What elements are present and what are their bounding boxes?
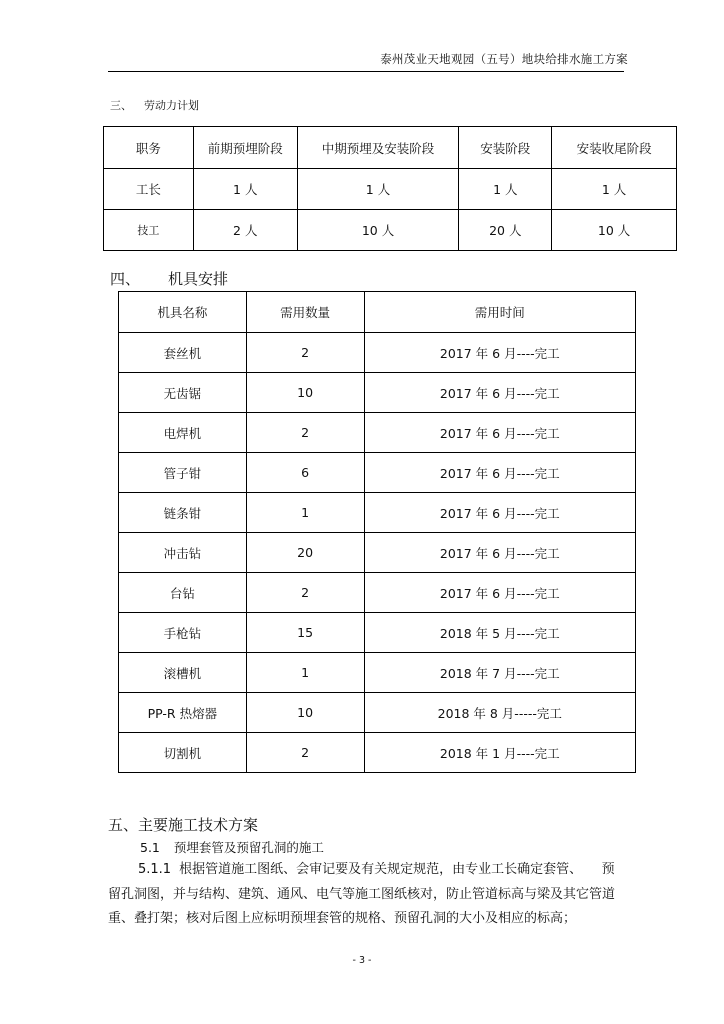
column-header: 安装收尾阶段 xyxy=(552,127,677,169)
column-header: 中期预埋及安装阶段 xyxy=(297,127,459,169)
time-cell: 2018 年 5 月----完工 xyxy=(364,613,635,653)
equipment-name-cell: 台钻 xyxy=(119,573,247,613)
equipment-name-cell: 套丝机 xyxy=(119,333,247,373)
section-4-title: 机具安排 xyxy=(168,270,229,288)
quantity-cell: 2 xyxy=(246,333,364,373)
equipment-name-cell: 管子钳 xyxy=(119,453,247,493)
quantity-cell: 6 xyxy=(246,453,364,493)
time-cell: 2017 年 6 月----完工 xyxy=(364,573,635,613)
paragraph-number: 5.1.1 xyxy=(138,862,172,877)
time-cell: 2017 年 6 月----完工 xyxy=(364,413,635,453)
subsection-5-1-heading xyxy=(140,838,324,856)
equipment-name-cell: 电焊机 xyxy=(119,413,247,453)
equipment-name-cell: 冲击钻 xyxy=(119,533,247,573)
table-row xyxy=(104,210,677,251)
time-cell: 2018 年 1 月----完工 xyxy=(364,733,635,773)
subsection-number: 5.1 xyxy=(140,840,160,855)
section-3-title: 劳动力计划 xyxy=(144,99,199,112)
column-header: 机具名称 xyxy=(119,292,247,333)
role-cell: 工长 xyxy=(104,169,194,210)
section-5-heading: 五、主要施工技术方案 xyxy=(108,816,259,834)
quantity-cell: 20 xyxy=(246,533,364,573)
time-cell: 2017 年 6 月----完工 xyxy=(364,533,635,573)
table-row xyxy=(104,169,677,210)
table-cell: 10 人 xyxy=(297,210,459,251)
column-header: 前期预埋阶段 xyxy=(193,127,297,169)
table-row xyxy=(119,733,636,773)
table-header-row xyxy=(104,127,677,169)
quantity-cell: 1 xyxy=(246,493,364,533)
section-4-number: 四、 xyxy=(110,270,141,288)
time-cell: 2017 年 6 月----完工 xyxy=(364,453,635,493)
column-header: 安装阶段 xyxy=(459,127,552,169)
column-header: 职务 xyxy=(104,127,194,169)
equipment-name-cell: 无齿锯 xyxy=(119,373,247,413)
header-rule xyxy=(108,71,624,72)
time-cell: 2017 年 6 月----完工 xyxy=(364,493,635,533)
quantity-cell: 2 xyxy=(246,413,364,453)
table-cell: 20 人 xyxy=(459,210,552,251)
section-4-heading xyxy=(110,268,228,289)
labor-plan-table xyxy=(103,126,677,251)
page-number: - 3 - xyxy=(352,955,372,966)
section-3-number: 三、 xyxy=(110,99,132,112)
table-row xyxy=(119,333,636,373)
table-row xyxy=(119,653,636,693)
paragraph-5-1-1 xyxy=(108,858,626,932)
column-header: 需用数量 xyxy=(246,292,364,333)
table-cell: 1 人 xyxy=(459,169,552,210)
time-cell: 2018 年 7 月----完工 xyxy=(364,653,635,693)
table-cell: 2 人 xyxy=(193,210,297,251)
table-row xyxy=(119,573,636,613)
table-row xyxy=(119,693,636,733)
equipment-name-cell: PP-R 热熔器 xyxy=(119,693,247,733)
quantity-cell: 1 xyxy=(246,653,364,693)
quantity-cell: 2 xyxy=(246,733,364,773)
table-row xyxy=(119,373,636,413)
quantity-cell: 2 xyxy=(246,573,364,613)
table-header-row xyxy=(119,292,636,333)
section-3-heading xyxy=(110,97,199,113)
table-row xyxy=(119,453,636,493)
quantity-cell: 10 xyxy=(246,373,364,413)
time-cell: 2017 年 6 月----完工 xyxy=(364,333,635,373)
paragraph-text: 根据管道施工图纸、会审记要及有关规定规范，由专业工长确定套管、 预留孔洞图，并与结构、建筑、通风、电气等施工图纸核对，防止管道标高与梁及其它管道重、叠打架；核对后图上应标明预埋套管的规格、预留孔洞的大小及相应的标高； xyxy=(108,862,616,926)
equipment-name-cell: 链条钳 xyxy=(119,493,247,533)
quantity-cell: 15 xyxy=(246,613,364,653)
time-cell: 2017 年 6 月----完工 xyxy=(364,373,635,413)
table-row xyxy=(119,493,636,533)
column-header: 需用时间 xyxy=(364,292,635,333)
table-row xyxy=(119,613,636,653)
subsection-title: 预埋套管及预留孔洞的施工 xyxy=(173,840,324,855)
equipment-name-cell: 手枪钻 xyxy=(119,613,247,653)
quantity-cell: 10 xyxy=(246,693,364,733)
equipment-name-cell: 滚槽机 xyxy=(119,653,247,693)
table-row xyxy=(119,413,636,453)
table-cell: 10 人 xyxy=(552,210,677,251)
equipment-table xyxy=(118,291,636,773)
time-cell: 2018 年 8 月-----完工 xyxy=(364,693,635,733)
document-header-title: 泰州茂业天地观园（五号）地块给排水施工方案 xyxy=(380,52,628,66)
table-cell: 1 人 xyxy=(297,169,459,210)
table-cell: 1 人 xyxy=(552,169,677,210)
table-row xyxy=(119,533,636,573)
equipment-name-cell: 切割机 xyxy=(119,733,247,773)
table-cell: 1 人 xyxy=(193,169,297,210)
role-cell: 技工 xyxy=(104,210,194,251)
